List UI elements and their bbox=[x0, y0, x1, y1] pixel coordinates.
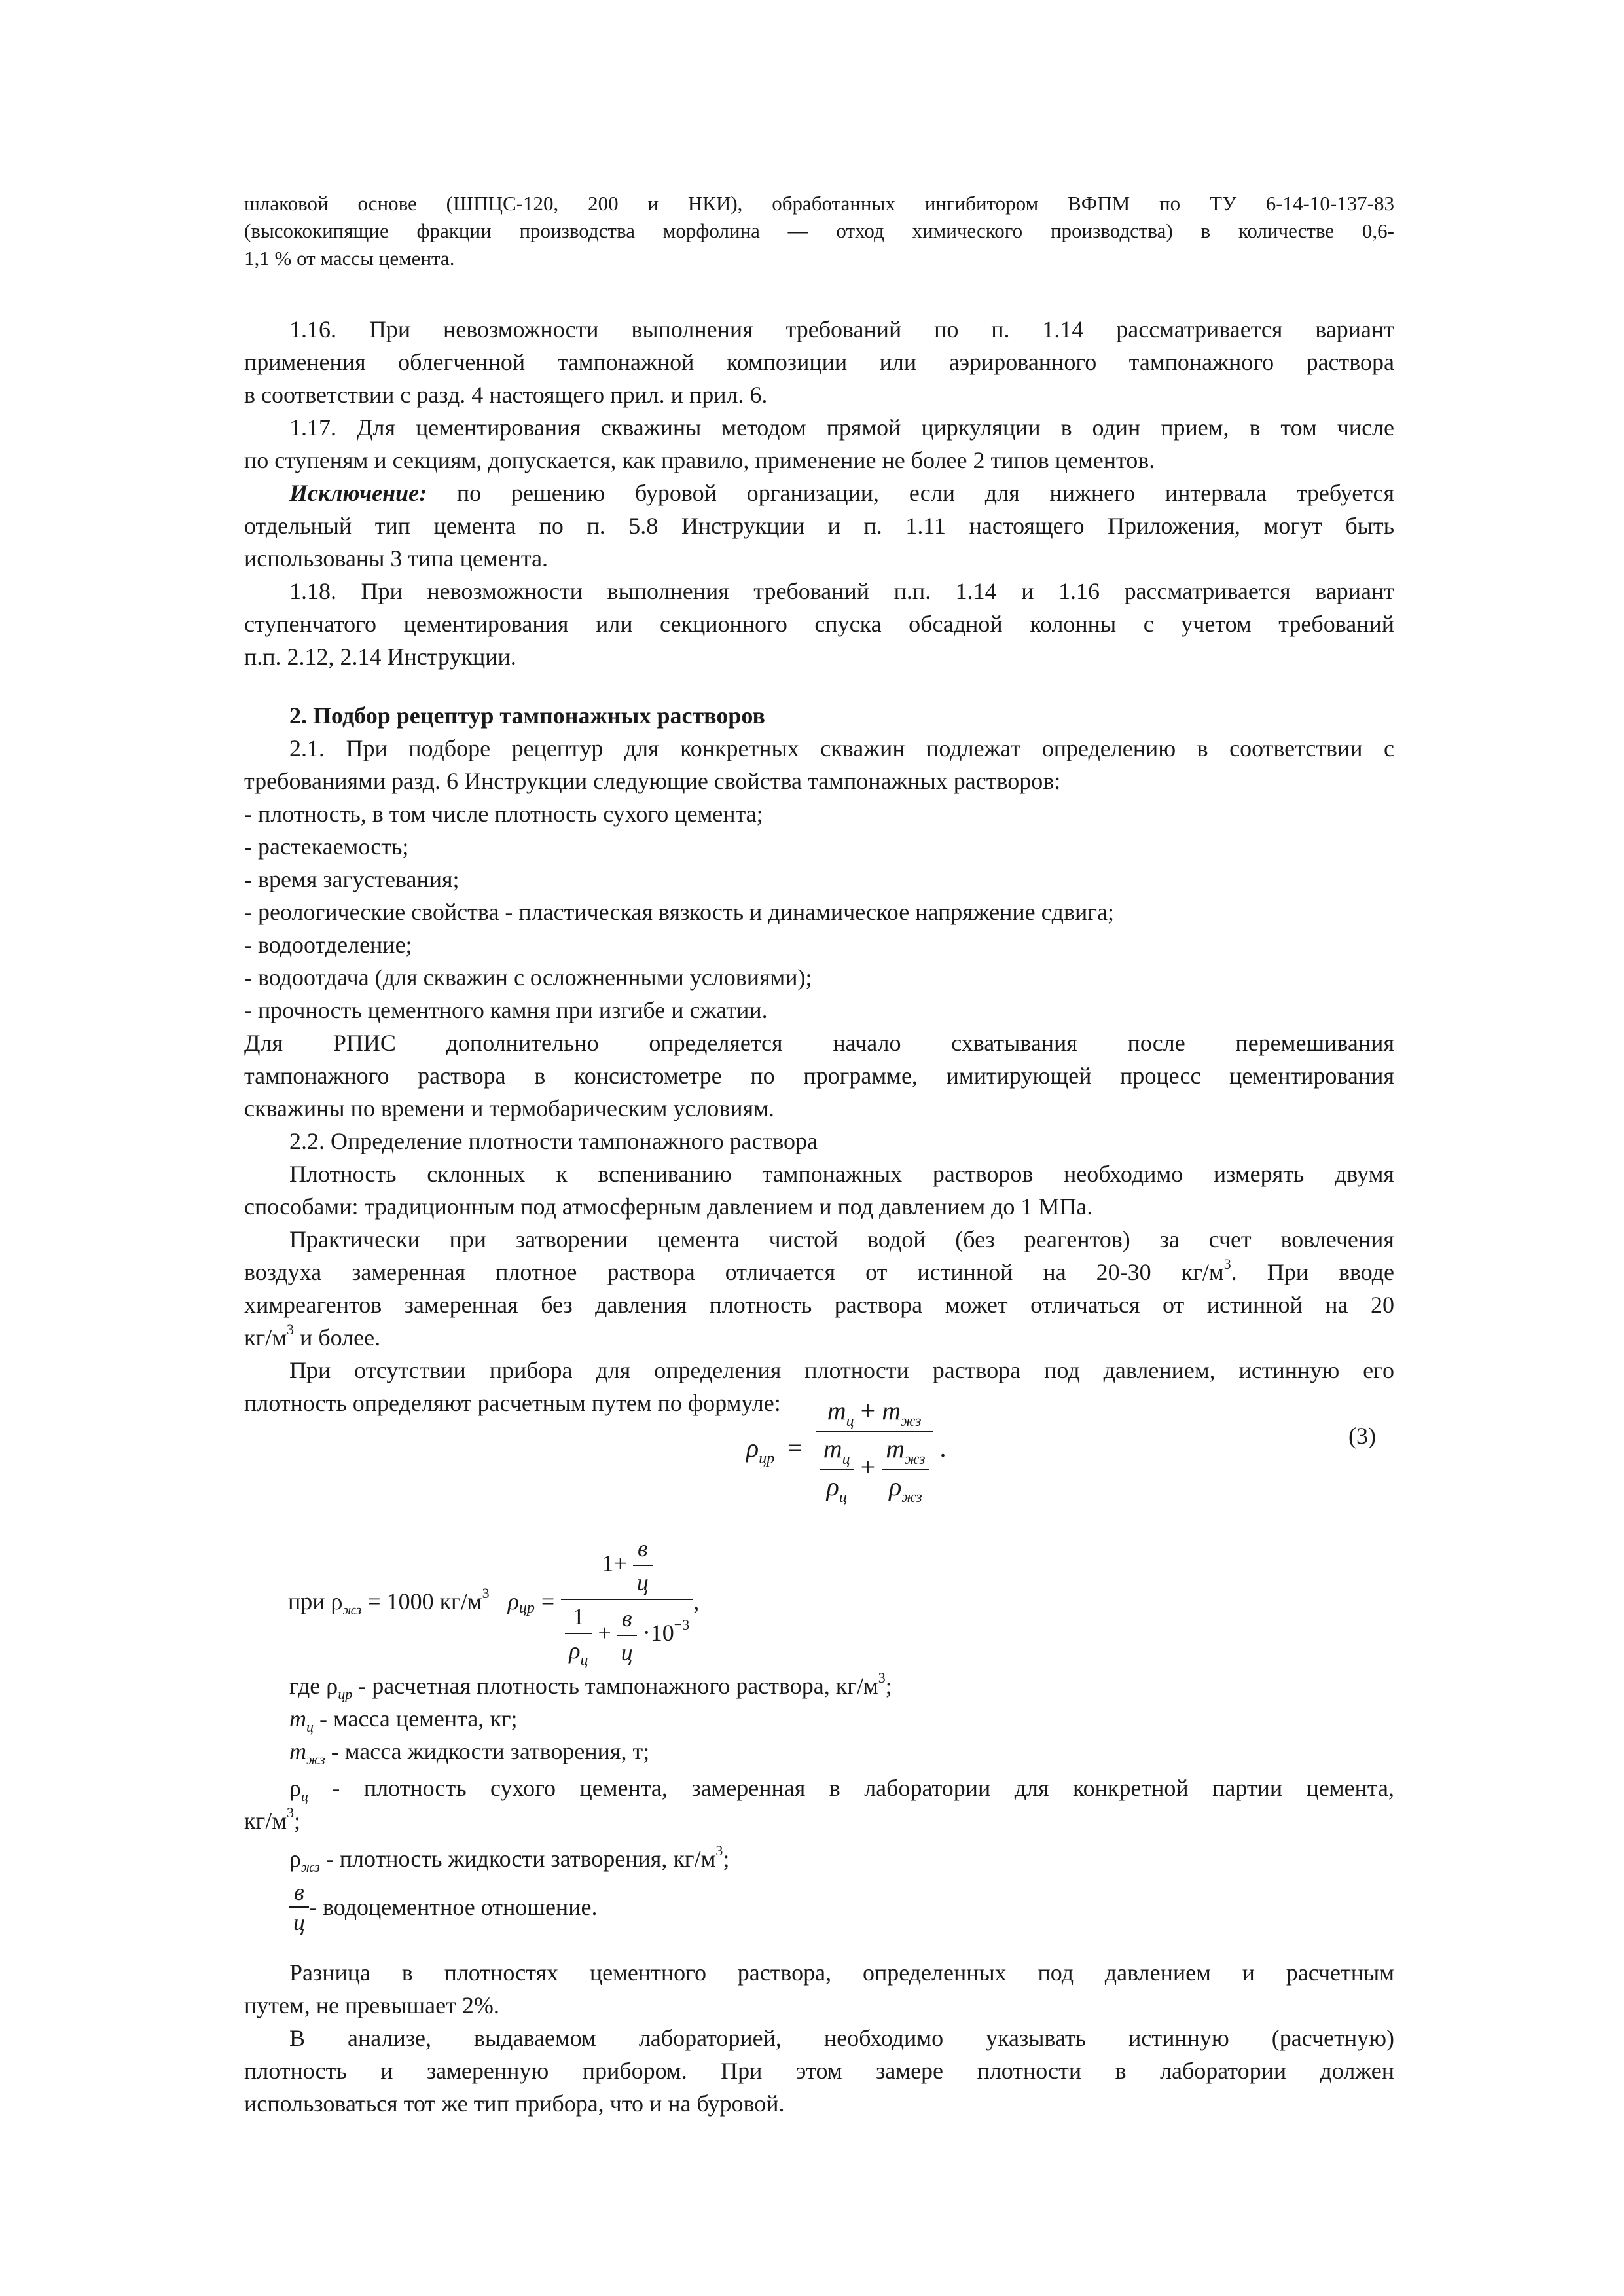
section-2 bbox=[244, 699, 1394, 1419]
definition-line bbox=[244, 1735, 1394, 1768]
superscript: 3 bbox=[878, 1669, 886, 1686]
text-line: Разница в плотностях цементного раствора, определенных под давлением и расчетным bbox=[289, 1959, 1394, 1986]
formula-text: = 1000 кг/м bbox=[361, 1588, 482, 1614]
paragraph-continuation bbox=[244, 190, 1394, 272]
text-line: использованы 3 типа цемента. bbox=[244, 545, 549, 572]
text-line: скважины по времени и термобарическим условиям. bbox=[244, 1095, 774, 1121]
text-span: и более. bbox=[294, 1324, 381, 1351]
numerator: 1+ $\frac{в}{ц}$ bbox=[598, 1532, 657, 1599]
formula-subscript: цр bbox=[518, 1599, 535, 1616]
formula-symbol: в bbox=[621, 1605, 632, 1631]
property-list bbox=[244, 797, 1394, 1027]
text-span: ; bbox=[723, 1846, 730, 1872]
subscript: цр bbox=[338, 1686, 353, 1703]
paragraph-difference bbox=[244, 1956, 1394, 2120]
text-span: m bbox=[289, 1738, 306, 1764]
formula-dot: . bbox=[939, 1433, 947, 1463]
paragraph-exception bbox=[244, 477, 1394, 575]
list-item: - плотность, в том числе плотность сухого цемента; bbox=[244, 801, 763, 827]
text-span: - расчетная плотность тампонажного раствора, кг/м bbox=[352, 1673, 878, 1699]
text-span: где ρ bbox=[289, 1673, 338, 1699]
text-line: по ступеням и секциям, допускается, как правило, применение не более 2 типов цементов. bbox=[244, 447, 1155, 473]
definition-line bbox=[244, 1804, 1394, 1837]
text-span: - водоцементное отношение. bbox=[309, 1894, 598, 1920]
text-span: ρ bbox=[289, 1846, 301, 1872]
inner-fraction bbox=[617, 1602, 637, 1669]
text-span: ; bbox=[294, 1808, 301, 1834]
formula-symbol: ц bbox=[293, 1909, 305, 1935]
text-line: применения облегченной тампонажной композиции или аэрированного тампонажного раствора bbox=[244, 349, 1394, 375]
text-line: 1.18. При невозможности выполнения требований п.п. 1.14 и 1.16 рассматривается вариант bbox=[289, 578, 1394, 604]
definition-line bbox=[244, 1669, 1394, 1702]
formula-subscript: ц bbox=[842, 1451, 850, 1468]
text-line: 1.17. Для цементирования скважины методом прямой циркуляции в один прием, в том числе bbox=[289, 414, 1394, 441]
formula-prefix bbox=[288, 1585, 490, 1618]
formula-symbol: ρ bbox=[746, 1433, 759, 1463]
text-span: - масса цемента, кг; bbox=[314, 1705, 518, 1732]
text-line: плотность определяют расчетным путем по формуле: bbox=[244, 1390, 781, 1416]
formula-subscript: цр bbox=[759, 1450, 775, 1468]
text-span: m bbox=[289, 1705, 306, 1732]
inner-fraction bbox=[820, 1432, 854, 1507]
formula-symbol: m bbox=[827, 1396, 846, 1425]
text-line: 2.1. При подборе рецептур для конкретных скважин подлежат определению в соответствии с bbox=[289, 735, 1394, 761]
text-line: В анализе, выдаваемом лабораторией, необходимо указывать истинную (расчетную) bbox=[289, 2025, 1394, 2051]
text-line bbox=[244, 477, 1394, 509]
definition-line bbox=[244, 1772, 1394, 1804]
text-line: 1.16. При невозможности выполнения требований по п. 1.14 рассматривается вариант bbox=[289, 316, 1394, 342]
formula-symbol: ρ bbox=[569, 1637, 581, 1664]
formula-subscript: ц bbox=[846, 1413, 854, 1430]
paragraph-1-18 bbox=[244, 575, 1394, 673]
section-heading: 2. Подбор рецептур тампонажных растворов bbox=[289, 702, 765, 729]
text-line: При отсутствии прибора для определения плотности раствора под давлением, истинную его bbox=[289, 1357, 1394, 1383]
list-item: - водоотделение; bbox=[244, 932, 412, 958]
formula-symbol: m bbox=[882, 1396, 901, 1425]
denominator: $\frac{1}{\rho_ц}$ + $\frac{в}{ц}$ $\cdot 10^{-3}$ bbox=[561, 1600, 693, 1670]
definition-line bbox=[244, 1842, 1394, 1875]
text-line bbox=[244, 1321, 1394, 1354]
text-line: использоваться тот же тип прибора, что и на буровой. bbox=[244, 2090, 785, 2117]
formula-subscript: ц bbox=[839, 1489, 847, 1506]
superscript: −3 bbox=[674, 1616, 690, 1633]
formula-number-one: 1 bbox=[572, 1603, 585, 1630]
text-span: воздуха замеренная плотное раствора отличается от истинной на 20-30 кг/м bbox=[244, 1259, 1224, 1285]
text-line: Для РПИС дополнительно определяется начало схватывания после перемешивания bbox=[244, 1030, 1394, 1056]
formula-symbol: m bbox=[823, 1434, 842, 1463]
text-span: кг/м bbox=[244, 1324, 287, 1351]
superscript: 3 bbox=[715, 1842, 723, 1859]
superscript: 3 bbox=[482, 1584, 490, 1601]
numerator bbox=[823, 1394, 926, 1431]
text-span: - плотность жидкости затворения, кг/м bbox=[319, 1846, 716, 1872]
subscript: жз bbox=[300, 1859, 320, 1876]
text-line: Плотность склонных к вспениванию тампонажных растворов необходимо измерять двумя bbox=[289, 1161, 1394, 1187]
formula-symbol: ρ bbox=[826, 1472, 839, 1501]
formula-symbol: ρ bbox=[889, 1472, 902, 1501]
paragraph-1-17 bbox=[244, 411, 1394, 477]
formula-operator: + bbox=[860, 1452, 876, 1482]
fraction bbox=[561, 1532, 693, 1670]
formula-4: при $\rho_{жз} = 1000$ $кг/м^3$ ρ цр = 1+ $\frac{в}{ц}$ $\frac{1}{\rho_ц}$ + $\frac{в}{ц}$ $\cdot 10^{-3}$ , bbox=[288, 1532, 699, 1670]
formula-subscript: жз bbox=[905, 1451, 926, 1468]
text-line: путем, не превышает 2%. bbox=[244, 1992, 499, 2018]
formula-subscript: жз bbox=[901, 1489, 922, 1506]
formula-symbol: m bbox=[886, 1434, 905, 1463]
formula-operator: + bbox=[860, 1396, 876, 1425]
formula-symbol: ц bbox=[621, 1639, 633, 1666]
formula-power: ·10 bbox=[642, 1619, 674, 1646]
text-span: кг/м bbox=[244, 1808, 287, 1834]
text-line: п.п. 2.12, 2.14 Инструкции. bbox=[244, 644, 516, 670]
formula-number-one: 1 bbox=[602, 1550, 614, 1576]
superscript: 3 bbox=[287, 1321, 295, 1338]
text-span: ; bbox=[885, 1673, 892, 1699]
definition-line bbox=[244, 1878, 1394, 1937]
formula-3: $\rho_{цр}$ = $m_ц + m_{жз}$ $\frac{m_ц}{\rho_ц}$ + $\frac{m_{жз}}{\rho_{жз}}$ . bbox=[746, 1396, 947, 1506]
definition-line bbox=[244, 1702, 1394, 1735]
definitions bbox=[244, 1669, 1394, 1937]
subsection-2-2: 2.2. Определение плотности тампонажного раствора bbox=[289, 1128, 818, 1154]
subscript: ц bbox=[306, 1719, 314, 1736]
text-line: способами: традиционным под атмосферным давлением и под давлением до 1 МПа. bbox=[244, 1194, 1093, 1220]
text-line: Практически при затворении цемента чистой водой (без реагентов) за счет вовлечения bbox=[289, 1226, 1394, 1252]
text-line bbox=[244, 1256, 1394, 1288]
text-line: отдельный тип цемента по п. 5.8 Инструкции и п. 1.11 настоящего Приложения, могут быть bbox=[244, 513, 1394, 539]
text-span: . При вводе bbox=[1231, 1259, 1394, 1285]
subscript: ц bbox=[300, 1788, 308, 1805]
text-line: 1,1 % от массы цемента. bbox=[244, 247, 455, 270]
ratio-fraction bbox=[289, 1878, 309, 1937]
text-line: тампонажного раствора в консистометре по программе, имитирующей процесс цементирования bbox=[244, 1063, 1394, 1089]
text-line: в соответствии с разд. 4 настоящего прил. и прил. 6. bbox=[244, 382, 768, 408]
formula-text: при ρ bbox=[288, 1588, 343, 1614]
fraction bbox=[816, 1394, 933, 1507]
text-span: - масса жидкости затворения, т; bbox=[325, 1738, 650, 1764]
text-line: (высококипящие фракции производства морфолина — отход химического производства) в количестве 0,6- bbox=[244, 219, 1394, 242]
list-item: - прочность цементного камня при изгибе и сжатии. bbox=[244, 997, 768, 1023]
list-item: - реологические свойства - пластическая вязкость и динамическое напряжение сдвига; bbox=[244, 899, 1114, 925]
paragraph-1-16 bbox=[244, 313, 1394, 411]
superscript: 3 bbox=[1223, 1256, 1231, 1272]
exception-label: Исключение: bbox=[289, 480, 427, 506]
text-line: химреагентов замеренная без давления плотность раствора может отличаться от истинной на 20 bbox=[244, 1292, 1394, 1318]
formula-comma: , bbox=[693, 1588, 700, 1614]
formula-symbol: в bbox=[294, 1879, 304, 1905]
formula-symbol: ρ bbox=[507, 1588, 519, 1614]
formula-subscript: ц bbox=[580, 1652, 588, 1669]
inner-fraction bbox=[882, 1432, 929, 1507]
list-item: - время загустевания; bbox=[244, 866, 460, 892]
formula-number: (3) bbox=[1348, 1423, 1376, 1449]
list-item: - водоотдача (для скважин с осложненными условиями); bbox=[244, 964, 812, 991]
text-span: - плотность сухого цемента, замеренная в лаборатории для конкретной партии цемента, bbox=[308, 1775, 1394, 1801]
text-line: плотность и замеренную прибором. При этом замере плотности в лаборатории должен bbox=[244, 2058, 1394, 2084]
text-line: шлаковой основе (ШПЦС-120, 200 и НКИ), обработанных ингибитором ВФПМ по ТУ 6-14-10-137-83 bbox=[244, 192, 1394, 215]
inner-fraction bbox=[565, 1600, 592, 1670]
text-line: ступенчатого цементирования или секционного спуска обсадной колонны с учетом требований bbox=[244, 611, 1394, 637]
inner-fraction bbox=[633, 1532, 653, 1599]
formula-subscript: жз bbox=[901, 1413, 922, 1430]
denominator bbox=[816, 1432, 933, 1507]
subscript: жз bbox=[306, 1751, 325, 1768]
list-item: - растекаемость; bbox=[244, 833, 409, 860]
formula-subscript: жз bbox=[342, 1601, 362, 1618]
formula-symbol: ц bbox=[636, 1569, 649, 1595]
superscript: 3 bbox=[287, 1804, 295, 1821]
formula-symbol: в bbox=[638, 1535, 648, 1561]
text-span: ρ bbox=[289, 1775, 301, 1801]
text-line: требованиями разд. 6 Инструкции следующие свойства тампонажных растворов: bbox=[244, 768, 1061, 794]
exception-text: по решению буровой организации, если для нижнего интервала требуется bbox=[427, 480, 1394, 506]
